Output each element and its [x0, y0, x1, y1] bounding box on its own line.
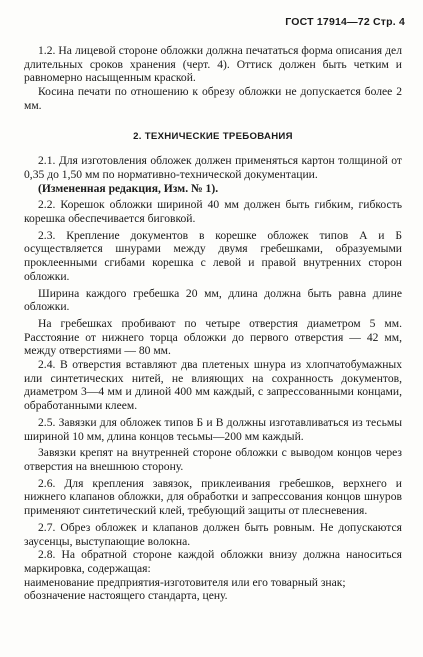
paragraph-holes: На гребешках пробивают по четыре отверстия диаметром 5 мм. Расстояние от нижнего торца обложки до первого отверстия — 42 мм, между отверстиями — 80 мм.	[24, 316, 402, 358]
paragraph-2-8: 2.8. На обратной стороне каждой обложки внизу должна наноситься маркировка, содержащая:	[24, 548, 402, 575]
marking-item-standard: обозначение настоящего стандарта, цену.	[24, 589, 228, 603]
paragraph-2-3: 2.3. Крепление документов в корешке обложек типов А и Б осуществляется шнурами между двумя гребешками, образуемыми проклеенными сгибами корешка с левой и правой внутренних сторон обложки.	[24, 228, 402, 283]
paragraph-2-4: 2.4. В отверстия вставляют два плетеных шнура из хлопчатобумажных или синтетических нитей, не влияющих на сохранность документов, диаметром 3—4 мм и длиной 400 мм каждый, с запрессованными концами, обработанными клеем.	[24, 358, 402, 413]
section-title: 2. ТЕХНИЧЕСКИЕ ТРЕБОВАНИЯ	[133, 130, 293, 142]
paragraph-2-5: 2.5. Завязки для обложек типов Б и В должны изготавливаться из тесьмы шириной 10 мм, длина концов тесьмы—200 мм каждый.	[24, 415, 402, 443]
paragraph-skew: Косина печати по отношению к обрезу обложки не допускается более 2 мм.	[24, 85, 402, 112]
marking-item-manufacturer: наименование предприятия-изготовителя или его товарный знак;	[24, 575, 346, 589]
paragraph-comb-width: Ширина каждого гребешка 20 мм, длина должна быть равна длине обложки.	[24, 286, 402, 314]
paragraph-2-7: 2.7. Обрез обложек и клапанов должен быть ровным. Не допускаются заусенцы, выступающие волокна.	[24, 520, 402, 548]
page-header: ГОСТ 17914—72 Стр. 4	[285, 16, 405, 28]
document-body	[24, 44, 402, 603]
paragraph-ties: Завязки крепят на внутренней стороне обложки с выводом концов через отверстия на внешнюю сторону.	[24, 446, 402, 473]
paragraph-1-2: 1.2. На лицевой стороне обложки должна печататься форма описания дел длительных сроков хранения (черт. 4). Оттиск должен быть четким и равномерно насыщенным краской.	[24, 44, 402, 85]
paragraph-2-2: 2.2. Корешок обложки шириной 40 мм должен быть гибким, гибкость корешка обеспечивается биговкой.	[24, 198, 402, 226]
paragraph-2-1: 2.1. Для изготовления обложек должен применяться картон толщиной от 0,35 до 1,50 мм по нормативно-технической документации.	[24, 154, 402, 181]
amendment-note: (Измененная редакция, Изм. № 1).	[38, 181, 219, 195]
paragraph-2-6: 2.6. Для крепления завязок, приклеивания гребешков, верхнего и нижнего клапанов обложки, для обработки и запрессования концов шнуров применяют синтетический клей, требующий защиты от плесневения.	[24, 476, 402, 518]
